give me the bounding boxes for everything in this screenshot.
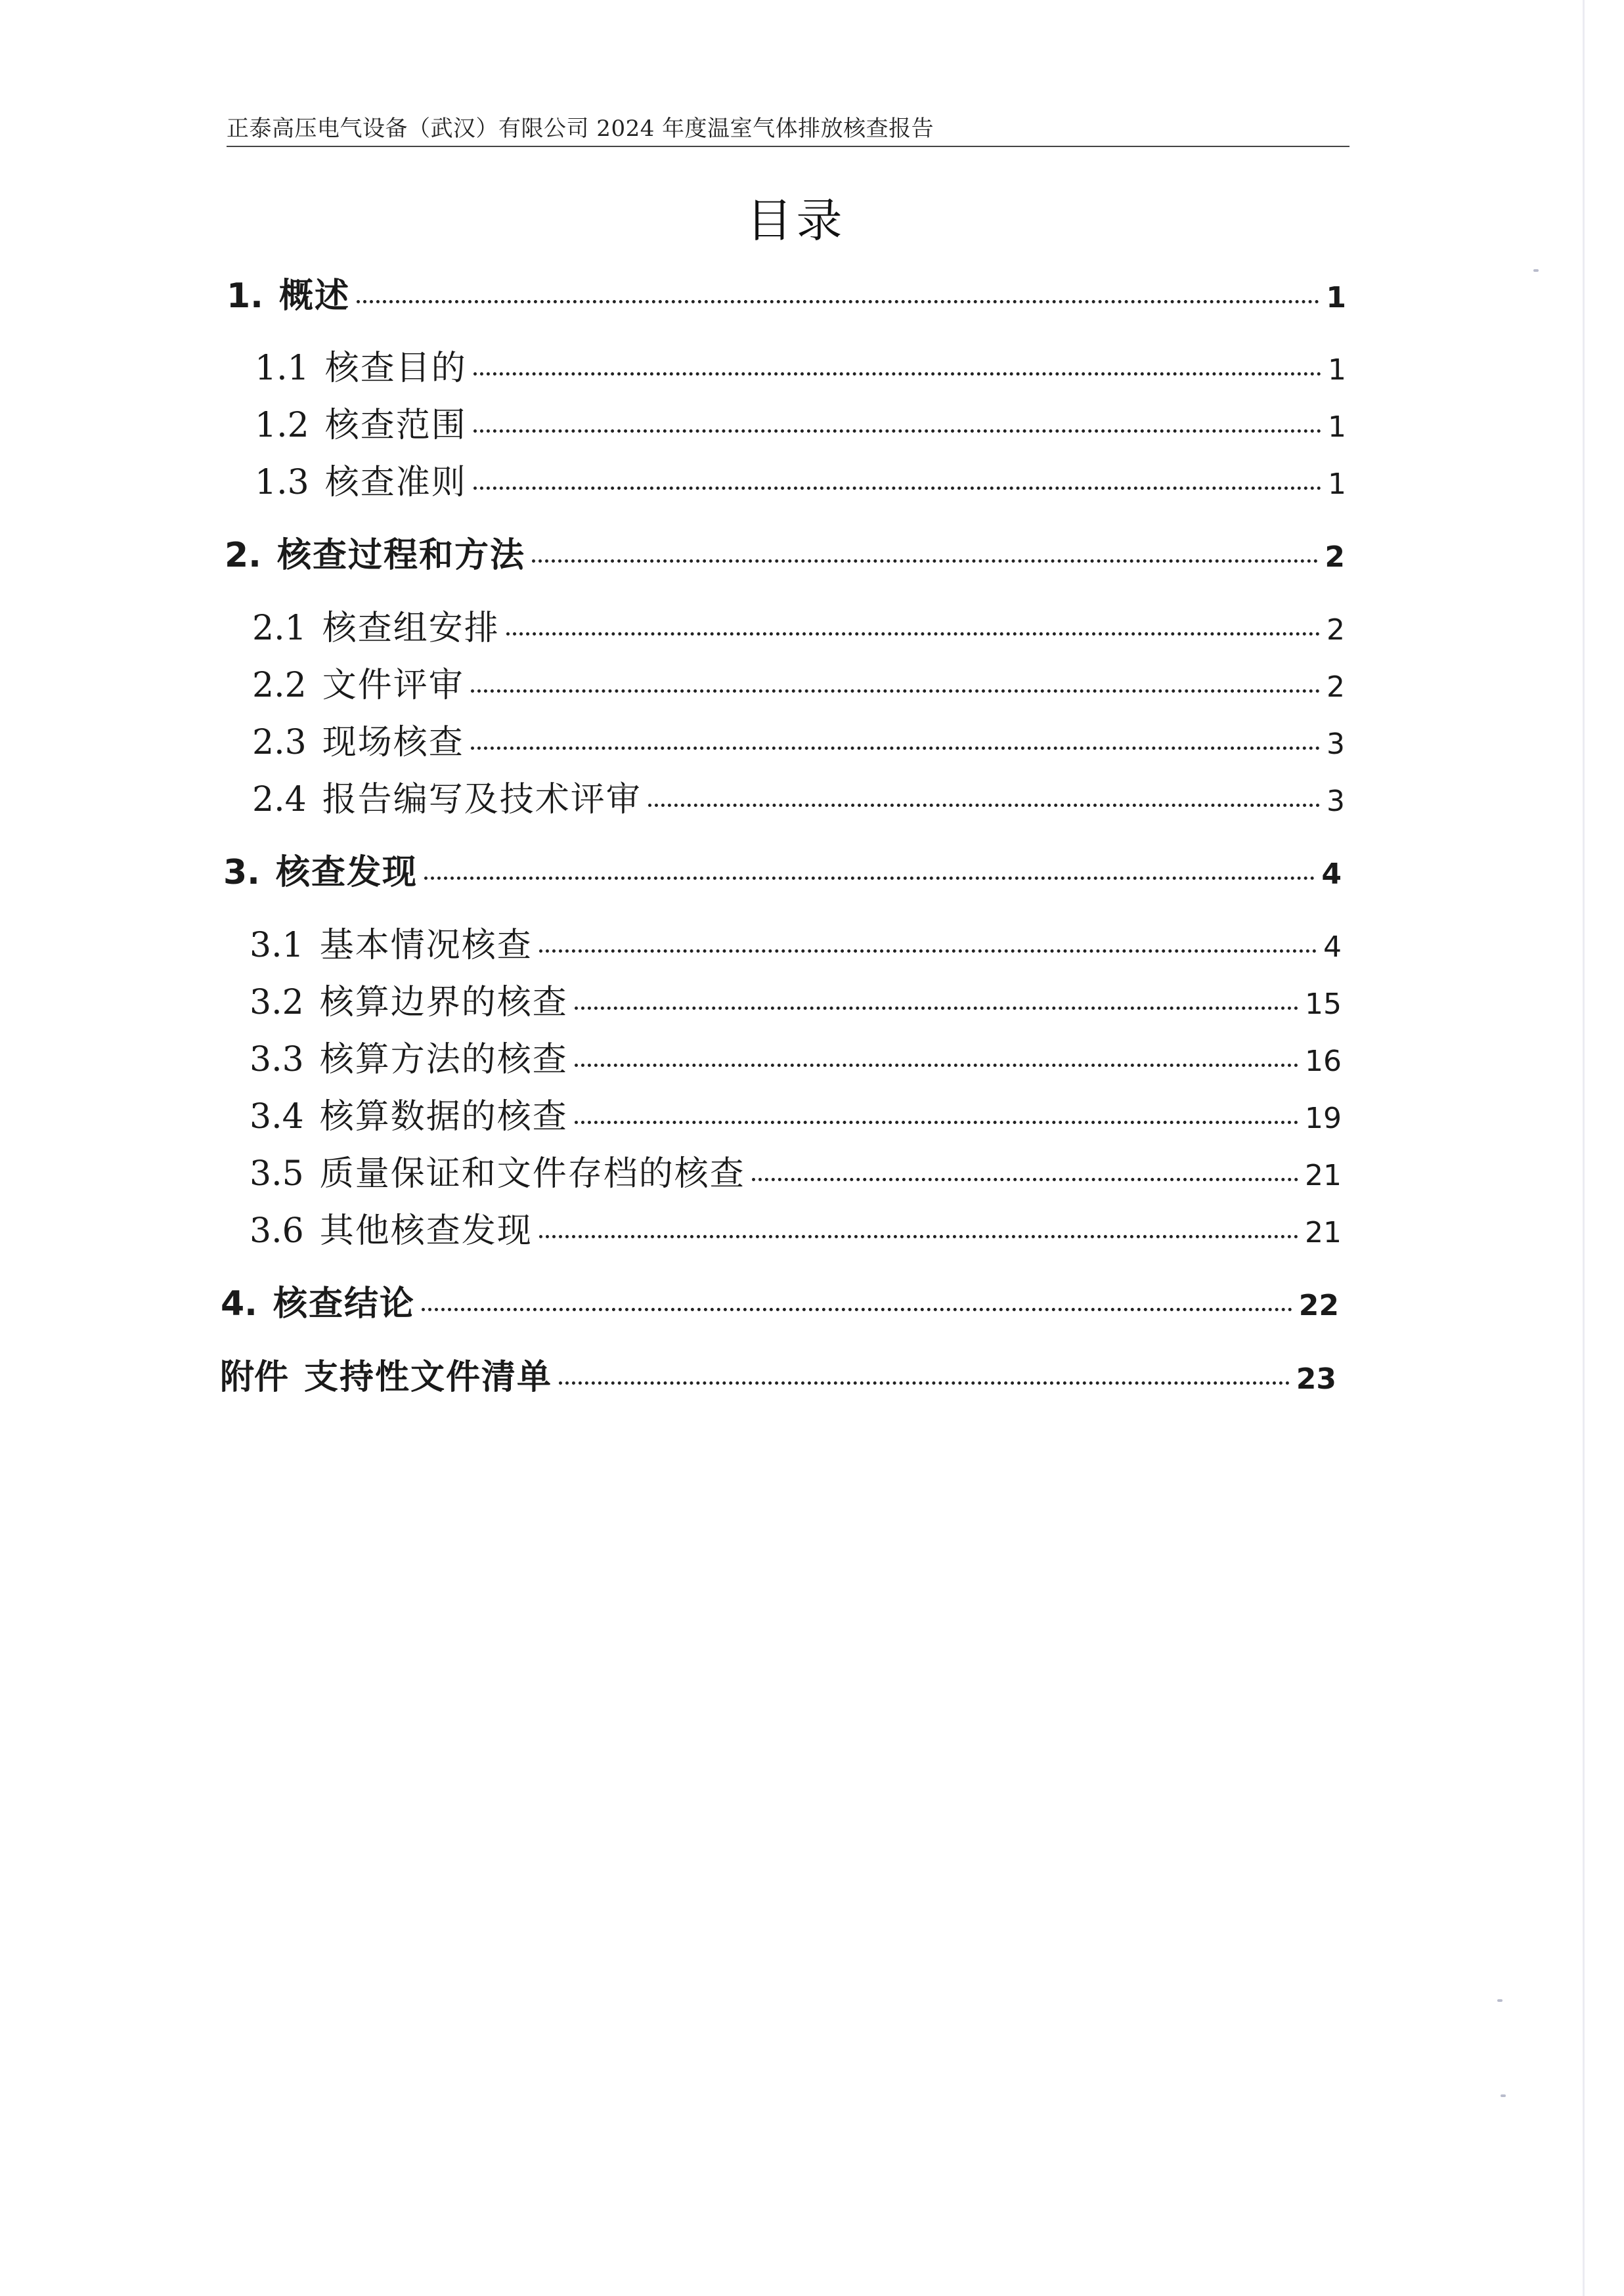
toc-entry-2-1[interactable]: [252, 600, 1345, 649]
toc-entry-3-6[interactable]: [250, 1203, 1342, 1252]
toc-entry-page: 1: [1328, 410, 1346, 444]
toc-entry-number: 4.: [221, 1284, 257, 1324]
toc-entry-3-5[interactable]: [250, 1146, 1342, 1195]
toc-entry-title: 基本情况核查: [319, 926, 533, 965]
toc-dot-leader: [422, 1308, 1292, 1311]
toc-entry-page: 1: [1326, 281, 1346, 314]
toc-entry-page: 4: [1321, 857, 1342, 891]
toc-entry-title: 其他核查发现: [319, 1211, 533, 1251]
toc-entry-page: 4: [1323, 930, 1342, 964]
toc-entry-title: 核算方法的核查: [319, 1040, 568, 1079]
toc-entry-page: 1: [1328, 467, 1346, 501]
toc-dot-leader: [752, 1178, 1298, 1181]
toc-entry-appendix[interactable]: [220, 1349, 1336, 1398]
toc-entry-title: 核查组安排: [322, 609, 500, 648]
toc-entry-number: 3.4: [250, 1097, 304, 1137]
toc-entry-page: 21: [1305, 1159, 1342, 1192]
toc-entry-title: 核查目的: [324, 349, 467, 388]
toc-entry-number: 2.3: [252, 723, 307, 762]
toc-entry-page: 16: [1305, 1045, 1342, 1078]
toc-entry-number: 3.6: [250, 1211, 304, 1251]
toc-entry-title: 核查结论: [273, 1284, 415, 1324]
toc-entry-page: 21: [1305, 1216, 1342, 1249]
toc-entry-page: 22: [1298, 1289, 1339, 1322]
toc-dot-leader: [473, 372, 1321, 376]
toc-entry-title: 核查过程和方法: [276, 536, 525, 575]
scan-speck: [1501, 2094, 1506, 2097]
toc-entry-4[interactable]: [221, 1276, 1339, 1325]
toc-entry-title: 支持性文件清单: [304, 1358, 553, 1397]
toc-entry-2-2[interactable]: [252, 657, 1345, 706]
toc-dot-leader: [539, 1235, 1298, 1238]
toc-dot-leader: [575, 1007, 1298, 1010]
toc-dot-leader: [357, 300, 1319, 303]
toc-entry-number: 3.1: [250, 926, 304, 965]
toc-entry-page: 2: [1327, 613, 1345, 647]
toc-dot-leader: [532, 559, 1318, 563]
toc-entry-number: 2.2: [252, 666, 307, 705]
toc-entry-number: 1.3: [255, 463, 309, 502]
toc-entry-title: 文件评审: [322, 666, 464, 705]
toc-entry-title: 核算边界的核查: [319, 983, 568, 1022]
toc-entry-page: 15: [1305, 987, 1342, 1021]
toc-entry-1[interactable]: [227, 268, 1346, 317]
toc-dot-leader: [471, 747, 1320, 750]
toc-entry-3-3[interactable]: [250, 1031, 1342, 1081]
toc-entry-3-4[interactable]: [250, 1089, 1342, 1138]
toc-entry-2-3[interactable]: [252, 714, 1345, 764]
toc-entry-number: 3.3: [250, 1040, 304, 1079]
toc-entry-title: 概述: [278, 276, 350, 316]
running-header: 正泰高压电气设备（武汉）有限公司 2024 年度温室气体排放核查报告: [227, 116, 934, 142]
toc-dot-leader: [575, 1064, 1298, 1067]
toc-entry-page: 2: [1325, 540, 1345, 574]
toc-dot-leader: [539, 949, 1317, 953]
toc-entry-3[interactable]: [223, 844, 1342, 894]
toc-entry-title: 核算数据的核查: [319, 1097, 568, 1137]
scan-speck: [1533, 269, 1539, 272]
toc-entry-title: 现场核查: [322, 723, 464, 762]
toc-entry-page: 2: [1327, 670, 1345, 704]
toc-entry-1-2[interactable]: [255, 397, 1346, 446]
toc-entry-page: 1: [1328, 353, 1346, 387]
toc-entry-3-2[interactable]: [250, 974, 1342, 1024]
toc-dot-leader: [506, 632, 1320, 636]
toc-dot-leader: [559, 1381, 1290, 1385]
toc-entry-title: 核查发现: [275, 853, 418, 892]
toc-entry-number: 2.4: [252, 780, 307, 819]
toc-entry-page: 23: [1296, 1362, 1336, 1396]
toc-entry-title: 核查准则: [324, 463, 467, 502]
toc-dot-leader: [473, 487, 1321, 490]
toc-entry-page: 3: [1327, 785, 1345, 818]
toc-entry-number: 1.2: [255, 406, 309, 445]
toc-dot-leader: [471, 689, 1320, 693]
toc-entry-title: 报告编写及技术评审: [322, 780, 642, 819]
toc-entry-page: 3: [1327, 727, 1345, 761]
toc-dot-leader: [648, 804, 1320, 807]
toc-entry-2[interactable]: [225, 527, 1345, 576]
toc-entry-number: 2.1: [252, 609, 307, 648]
scan-speck: [1497, 1999, 1503, 2002]
toc-dot-leader: [424, 877, 1315, 880]
toc-entry-title: 质量保证和文件存档的核查: [319, 1154, 745, 1194]
toc-entry-number: 1.: [227, 276, 263, 316]
toc-title: 目录: [746, 194, 846, 248]
toc-entry-title: 核查范围: [324, 406, 467, 445]
toc-entry-number: 2.: [225, 536, 261, 575]
toc-dot-leader: [575, 1121, 1298, 1124]
toc-entry-number: 1.1: [255, 349, 309, 388]
toc-entry-3-1[interactable]: [250, 917, 1342, 966]
toc-entry-1-1[interactable]: [255, 340, 1346, 389]
toc-entry-2-4[interactable]: [252, 771, 1345, 821]
toc-entry-number: 3.2: [250, 983, 304, 1022]
toc-entry-number: 附件: [220, 1358, 289, 1397]
toc-entry-1-3[interactable]: [255, 454, 1346, 504]
toc-entry-number: 3.: [223, 853, 260, 892]
toc-entry-number: 3.5: [250, 1154, 304, 1194]
toc-dot-leader: [473, 429, 1321, 433]
toc-entry-page: 19: [1305, 1102, 1342, 1135]
